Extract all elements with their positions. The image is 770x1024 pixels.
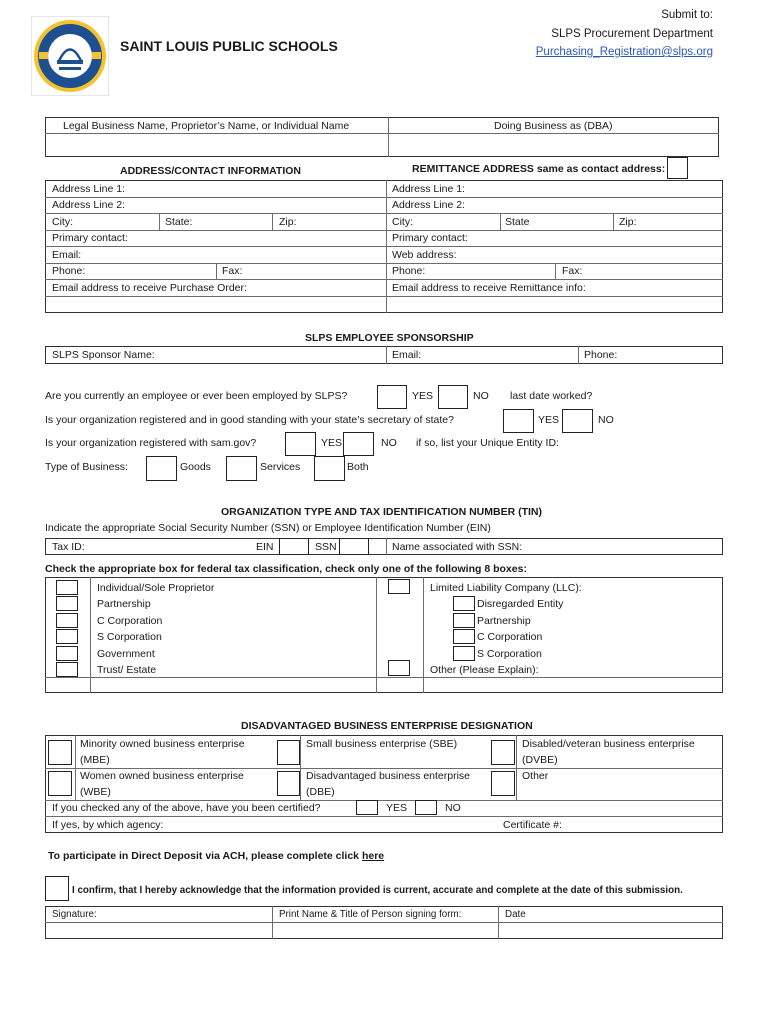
- llc-checkbox-partnership[interactable]: [453, 613, 475, 628]
- tin-instructions: Indicate the appropriate Social Security Number (SSN) or Employee Identification Number (EIN): [45, 522, 491, 534]
- goods-label: Goods: [180, 461, 211, 473]
- po-email-label: Email address to receive Purchase Order:: [52, 282, 247, 294]
- sponsor-name-label: SLPS Sponsor Name:: [52, 349, 155, 361]
- divider: [45, 816, 723, 817]
- llc-label-partnership: Partnership: [477, 615, 531, 627]
- divider: [500, 213, 501, 230]
- legal-name-field[interactable]: [46, 134, 388, 156]
- remit-email-label: Email address to receive Remittance info:: [392, 282, 586, 294]
- llc-label-c-corp: C Corporation: [477, 631, 543, 643]
- org-name: SAINT LOUIS PUBLIC SCHOOLS: [120, 38, 338, 54]
- registered-yes-checkbox[interactable]: [503, 409, 534, 433]
- uei-label: if so, list your Unique Entity ID:: [416, 437, 559, 449]
- remit-line1-label: Address Line 1:: [392, 183, 465, 195]
- dbe-label-2: (DBE): [306, 786, 335, 798]
- divider: [578, 346, 579, 364]
- class-label-c-corp: C Corporation: [97, 615, 163, 627]
- class-label-trust: Trust/ Estate: [97, 664, 157, 676]
- registered-no-label: NO: [598, 414, 614, 426]
- divider: [423, 577, 424, 693]
- confirm-checkbox[interactable]: [45, 876, 69, 901]
- samgov-yes-label: YES: [321, 437, 343, 449]
- sponsor-phone-label: Phone:: [584, 349, 618, 361]
- employed-no-checkbox[interactable]: [438, 385, 468, 409]
- dba-label: Doing Business as (DBA): [494, 120, 613, 132]
- submission-email-link[interactable]: Purchasing_Registration@slps.org: [535, 46, 713, 58]
- sponsor-email-label: Email:: [392, 349, 422, 361]
- remit-fax-label: Fax:: [562, 265, 583, 277]
- ein-label: EIN: [256, 541, 274, 553]
- ach-label: To participate in Direct Deposit via ACH, please complete click: [48, 850, 360, 862]
- tax-id-label: Tax ID:: [52, 541, 85, 553]
- llc-checkbox-c-corp[interactable]: [453, 629, 475, 644]
- divider: [45, 800, 723, 801]
- divider: [613, 213, 614, 230]
- dvbe-checkbox[interactable]: [491, 740, 515, 765]
- divider: [45, 677, 723, 678]
- divider: [45, 768, 723, 769]
- confirm-text: I confirm, that I hereby acknowledge that the information provided is current, accurate and complete at the date of this submission.: [72, 885, 683, 896]
- class-checkbox-individual[interactable]: [56, 580, 78, 595]
- divider: [386, 538, 387, 555]
- email-label: Email:: [52, 249, 82, 261]
- address-line2-label: Address Line 2:: [52, 199, 125, 211]
- llc-checkbox-s-corp[interactable]: [453, 646, 475, 661]
- divider: [45, 279, 723, 280]
- department-label: SLPS Procurement Department: [551, 28, 713, 40]
- agency-label: If yes, by which agency:: [52, 819, 164, 831]
- divider: [159, 213, 160, 230]
- class-checkbox-s-corp[interactable]: [56, 629, 78, 644]
- divider: [45, 230, 723, 231]
- dbe-checkbox[interactable]: [277, 771, 300, 796]
- goods-checkbox[interactable]: [146, 456, 177, 481]
- both-checkbox[interactable]: [314, 456, 345, 481]
- remittance-heading: REMITTANCE ADDRESS same as contact address:: [412, 163, 666, 175]
- signature-field[interactable]: [46, 923, 272, 938]
- submit-to-label: Submit to:: [661, 9, 713, 21]
- dbe-label-1: Disadvantaged business enterprise: [306, 770, 471, 782]
- signature-label: Signature:: [52, 909, 97, 920]
- name-ssn-label: Name associated with SSN:: [392, 541, 523, 553]
- divider: [45, 246, 723, 247]
- divider: [216, 263, 217, 280]
- address-line1-label: Address Line 1:: [52, 183, 125, 195]
- remit-city-label: City:: [392, 216, 413, 228]
- last-date-label: last date worked?: [510, 390, 593, 402]
- address-heading: ADDRESS/CONTACT INFORMATION: [120, 165, 302, 177]
- remit-phone-label: Phone:: [392, 265, 426, 277]
- divider: [376, 577, 377, 693]
- remit-line2-label: Address Line 2:: [392, 199, 465, 211]
- certificate-label: Certificate #:: [503, 819, 562, 831]
- class-label-government: Government: [97, 648, 155, 660]
- class-checkbox-other[interactable]: [388, 660, 410, 676]
- dbe-heading: DISADVANTAGED BUSINESS ENTERPRISE DESIGNATION: [241, 720, 533, 732]
- certified-no-checkbox[interactable]: [415, 800, 437, 815]
- dbe-other-checkbox[interactable]: [491, 771, 515, 796]
- class-label-s-corp: S Corporation: [97, 631, 162, 643]
- mbe-label-2: (MBE): [80, 754, 110, 766]
- remit-state-label: State: [505, 216, 530, 228]
- registered-question: Is your organization registered and in good standing with your state’s secretary of state?: [45, 414, 454, 426]
- registered-no-checkbox[interactable]: [562, 409, 593, 433]
- wbe-checkbox[interactable]: [48, 771, 72, 796]
- ssn-checkbox[interactable]: [339, 538, 369, 555]
- ein-checkbox[interactable]: [279, 538, 309, 555]
- divider: [386, 180, 387, 313]
- services-checkbox[interactable]: [226, 456, 257, 481]
- ssn-label: SSN: [315, 541, 337, 553]
- employed-question: Are you currently an employee or ever been employed by SLPS?: [45, 390, 348, 402]
- dvbe-label-1: Disabled/veteran business enterprise: [522, 738, 695, 750]
- remit-zip-label: Zip:: [619, 216, 637, 228]
- samgov-question: Is your organization registered with sam.gov?: [45, 437, 257, 449]
- primary-contact-label: Primary contact:: [52, 232, 128, 244]
- class-label-llc: Limited Liability Company (LLC):: [430, 582, 582, 594]
- services-label: Services: [260, 461, 301, 473]
- remittance-same-checkbox[interactable]: [667, 157, 688, 179]
- class-checkbox-llc[interactable]: [388, 579, 410, 594]
- phone-label: Phone:: [52, 265, 86, 277]
- slps-logo: [31, 16, 109, 96]
- mbe-checkbox[interactable]: [48, 740, 72, 765]
- mbe-label-1: Minority owned business enterprise: [80, 738, 245, 750]
- divider: [90, 577, 91, 693]
- divider: [45, 263, 723, 264]
- class-label-individual: Individual/Sole Proprietor: [97, 582, 215, 594]
- registered-yes-label: YES: [538, 414, 560, 426]
- zip-label: Zip:: [279, 216, 297, 228]
- ach-here-link[interactable]: here: [361, 850, 385, 862]
- sponsorship-heading: SLPS EMPLOYEE SPONSORSHIP: [305, 332, 474, 344]
- dbe-other-label: Other: [522, 770, 549, 782]
- divider: [45, 296, 723, 297]
- print-name-field[interactable]: [273, 923, 498, 938]
- divider: [272, 213, 273, 230]
- class-checkbox-c-corp[interactable]: [56, 613, 78, 628]
- ach-text: [48, 851, 384, 862]
- llc-checkbox-disregarded[interactable]: [453, 596, 475, 611]
- legal-name-label: Legal Business Name, Proprietor’s Name, or Individual Name: [63, 120, 350, 132]
- class-checkbox-government[interactable]: [56, 646, 78, 661]
- print-name-label: Print Name & Title of Person signing form:: [279, 909, 462, 920]
- samgov-no-label: NO: [381, 437, 397, 449]
- sbe-checkbox[interactable]: [277, 740, 300, 765]
- classification-heading: Check the appropriate box for federal tax classification, check only one of the following 8 boxes:: [45, 563, 527, 575]
- employed-no-label: NO: [473, 390, 489, 402]
- sbe-label: Small business enterprise (SBE): [306, 738, 458, 750]
- certified-yes-label: YES: [386, 802, 408, 814]
- llc-label-disregarded: Disregarded Entity: [477, 598, 564, 610]
- certified-yes-checkbox[interactable]: [356, 800, 378, 815]
- tin-heading: ORGANIZATION TYPE AND TAX IDENTIFICATION NUMBER (TIN): [221, 506, 543, 518]
- divider: [386, 346, 387, 364]
- employed-yes-label: YES: [412, 390, 434, 402]
- dvbe-label-2: (DVBE): [522, 754, 558, 766]
- tin-table: [45, 538, 723, 555]
- class-label-other: Other (Please Explain):: [430, 664, 539, 676]
- certified-question: If you checked any of the above, have you been certified?: [52, 802, 321, 814]
- class-checkbox-trust[interactable]: [56, 662, 78, 677]
- class-label-partnership: Partnership: [97, 598, 151, 610]
- both-label: Both: [347, 461, 369, 473]
- divider: [45, 213, 723, 214]
- dba-field[interactable]: [389, 134, 718, 156]
- date-label: Date: [505, 909, 526, 920]
- date-field[interactable]: [499, 923, 722, 938]
- wbe-label-2: (WBE): [80, 786, 111, 798]
- wbe-label-1: Women owned business enterprise: [80, 770, 244, 782]
- class-checkbox-partnership[interactable]: [56, 596, 78, 611]
- certified-no-label: NO: [445, 802, 461, 814]
- business-type-label: Type of Business:: [45, 461, 128, 473]
- samgov-yes-checkbox[interactable]: [285, 432, 316, 456]
- remit-contact-label: Primary contact:: [392, 232, 468, 244]
- employed-yes-checkbox[interactable]: [377, 385, 407, 409]
- city-label: City:: [52, 216, 73, 228]
- divider: [555, 263, 556, 280]
- divider: [45, 197, 723, 198]
- web-address-label: Web address:: [392, 249, 457, 261]
- fax-label: Fax:: [222, 265, 243, 277]
- state-label: State:: [165, 216, 193, 228]
- samgov-no-checkbox[interactable]: [343, 432, 374, 456]
- llc-label-s-corp: S Corporation: [477, 648, 542, 660]
